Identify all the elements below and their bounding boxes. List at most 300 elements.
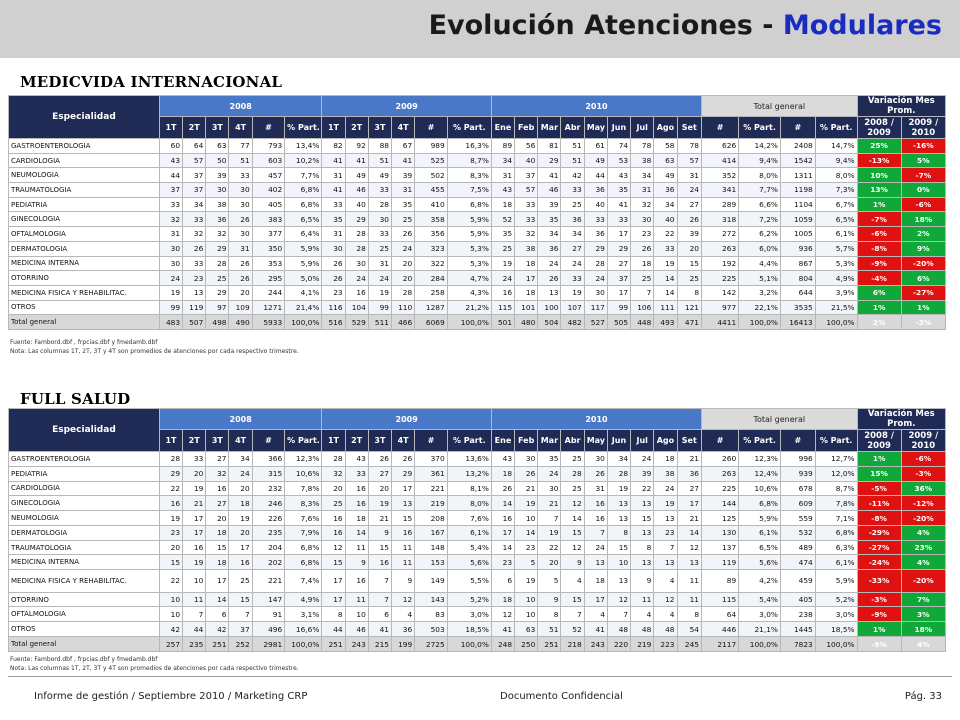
data-cell: 13,6% bbox=[447, 452, 491, 467]
specialty-name: PEDIATRIA bbox=[9, 466, 160, 481]
header-month: Mar bbox=[538, 117, 561, 139]
data-cell: 89 bbox=[491, 139, 514, 154]
table-fullsalud bbox=[8, 408, 946, 652]
data-cell: 19 bbox=[538, 525, 561, 540]
data-cell: 532 bbox=[780, 525, 815, 540]
header-year-2010: 2010 bbox=[491, 96, 701, 117]
specialty-name: TRAUMATOLOGIA bbox=[9, 540, 160, 555]
data-cell: 144 bbox=[702, 496, 739, 511]
data-cell: 17 bbox=[183, 525, 206, 540]
data-cell: 15 bbox=[229, 592, 252, 607]
data-cell: 48 bbox=[654, 622, 677, 637]
data-cell: 51 bbox=[561, 139, 584, 154]
data-cell: 7 bbox=[229, 607, 252, 622]
data-cell: 361 bbox=[415, 466, 447, 481]
data-cell: 34 bbox=[491, 153, 514, 168]
variation-negative-cell: -6% bbox=[901, 452, 945, 467]
data-cell: 142 bbox=[702, 285, 739, 300]
data-cell: 100,0% bbox=[447, 315, 491, 330]
specialty-name: CARDIOLOGIA bbox=[9, 481, 160, 496]
data-cell: 16 bbox=[491, 511, 514, 526]
data-cell: 88 bbox=[368, 139, 391, 154]
data-cell: 27 bbox=[206, 496, 229, 511]
data-cell: 33 bbox=[368, 183, 391, 198]
data-cell: 26 bbox=[183, 241, 206, 256]
variation-negative-cell: -27% bbox=[857, 540, 901, 555]
data-cell: 13 bbox=[538, 285, 561, 300]
data-cell: 12 bbox=[491, 607, 514, 622]
data-cell: 10 bbox=[515, 511, 538, 526]
data-cell: 4 bbox=[631, 607, 654, 622]
data-cell: 504 bbox=[538, 315, 561, 330]
data-cell: 3,0% bbox=[739, 607, 781, 622]
data-cell: 226 bbox=[252, 511, 284, 526]
data-cell: 49 bbox=[654, 168, 677, 183]
data-cell: 33 bbox=[183, 256, 206, 271]
data-cell: 17 bbox=[183, 511, 206, 526]
data-cell: 41 bbox=[322, 183, 345, 198]
data-cell: 74 bbox=[607, 139, 630, 154]
data-cell: 15 bbox=[631, 511, 654, 526]
data-cell: 219 bbox=[631, 637, 654, 652]
data-cell: 502 bbox=[415, 168, 447, 183]
data-cell: 12,3% bbox=[739, 452, 781, 467]
data-cell: 48 bbox=[607, 622, 630, 637]
variation-negative-cell: -20% bbox=[901, 256, 945, 271]
data-cell: 192 bbox=[702, 256, 739, 271]
data-cell: 130 bbox=[702, 525, 739, 540]
data-cell: 32 bbox=[206, 466, 229, 481]
data-cell: 26 bbox=[515, 466, 538, 481]
data-cell: 30 bbox=[159, 241, 182, 256]
data-cell: 6 bbox=[206, 607, 229, 622]
data-cell: 493 bbox=[654, 315, 677, 330]
data-cell: 10 bbox=[159, 592, 182, 607]
footer-divider bbox=[8, 676, 952, 677]
data-cell: 10,2% bbox=[285, 153, 322, 168]
data-cell: 4 bbox=[392, 607, 415, 622]
data-cell: 78 bbox=[631, 139, 654, 154]
data-cell: 27 bbox=[677, 481, 702, 496]
data-cell: 19 bbox=[183, 555, 206, 570]
data-cell: 405 bbox=[252, 197, 284, 212]
data-cell: 46 bbox=[345, 622, 368, 637]
variation-negative-cell: -12% bbox=[901, 496, 945, 511]
data-cell: 322 bbox=[415, 256, 447, 271]
data-cell: 10 bbox=[183, 570, 206, 592]
header-quarter: 3T bbox=[368, 117, 391, 139]
data-cell: 26 bbox=[677, 212, 702, 227]
data-cell: 42 bbox=[561, 168, 584, 183]
data-cell: 989 bbox=[415, 139, 447, 154]
data-cell: 39 bbox=[392, 168, 415, 183]
data-cell: 24 bbox=[538, 466, 561, 481]
data-cell: 16 bbox=[345, 481, 368, 496]
data-cell: 11 bbox=[345, 540, 368, 555]
header-pct-part: % Part. bbox=[739, 117, 781, 139]
header-pct-part: % Part. bbox=[739, 430, 781, 452]
data-cell: 34 bbox=[538, 227, 561, 242]
data-cell: 6,5% bbox=[815, 212, 857, 227]
header-month: Abr bbox=[561, 117, 584, 139]
data-cell: 678 bbox=[780, 481, 815, 496]
data-cell: 315 bbox=[252, 466, 284, 481]
data-cell: 37 bbox=[159, 183, 182, 198]
data-cell: 6,8% bbox=[285, 197, 322, 212]
data-cell: 37 bbox=[183, 168, 206, 183]
data-cell: 9 bbox=[392, 570, 415, 592]
table-row bbox=[9, 511, 946, 526]
data-cell: 6,8% bbox=[447, 197, 491, 212]
data-cell: 19 bbox=[561, 285, 584, 300]
data-cell: 53 bbox=[607, 153, 630, 168]
specialty-name: Total general bbox=[9, 637, 160, 652]
data-cell: 1059 bbox=[780, 212, 815, 227]
data-cell: 511 bbox=[368, 315, 391, 330]
data-cell: 10 bbox=[515, 607, 538, 622]
header-pct-part: % Part. bbox=[815, 430, 857, 452]
data-cell: 483 bbox=[159, 315, 182, 330]
data-cell: 13 bbox=[654, 555, 677, 570]
data-cell: 366 bbox=[252, 452, 284, 467]
data-cell: 115 bbox=[702, 592, 739, 607]
data-cell: 5,3% bbox=[447, 256, 491, 271]
data-cell: 63 bbox=[515, 622, 538, 637]
header-quarter: 4T bbox=[229, 117, 252, 139]
data-cell: 14 bbox=[491, 540, 514, 555]
data-cell: 35 bbox=[538, 452, 561, 467]
data-cell: 106 bbox=[631, 300, 654, 315]
data-cell: 6,0% bbox=[739, 241, 781, 256]
section-title-fullsalud: FULL SALUD bbox=[20, 390, 131, 408]
header-variacion: Variación Mes Prom. bbox=[857, 409, 945, 430]
data-cell: 26 bbox=[368, 452, 391, 467]
data-cell: 20 bbox=[159, 540, 182, 555]
data-cell: 20 bbox=[392, 271, 415, 286]
data-cell: 215 bbox=[368, 637, 391, 652]
data-cell: 17 bbox=[607, 285, 630, 300]
data-cell: 6,8% bbox=[285, 555, 322, 570]
header-count: # bbox=[415, 430, 447, 452]
data-cell: 17 bbox=[491, 525, 514, 540]
data-cell: 15 bbox=[607, 540, 630, 555]
data-cell: 33 bbox=[183, 212, 206, 227]
data-cell: 147 bbox=[252, 592, 284, 607]
data-cell: 9 bbox=[345, 555, 368, 570]
notes-medicvida bbox=[10, 338, 299, 356]
data-cell: 996 bbox=[780, 452, 815, 467]
data-cell: 25 bbox=[322, 496, 345, 511]
data-cell: 33 bbox=[159, 197, 182, 212]
data-cell: 16 bbox=[392, 525, 415, 540]
data-cell: 414 bbox=[702, 153, 739, 168]
header-pct-part: % Part. bbox=[447, 117, 491, 139]
data-cell: 26 bbox=[538, 271, 561, 286]
table-row bbox=[9, 452, 946, 467]
data-cell: 61 bbox=[584, 139, 607, 154]
specialty-name: OTROS bbox=[9, 300, 160, 315]
variation-negative-cell: -7% bbox=[901, 168, 945, 183]
data-cell: 21 bbox=[515, 481, 538, 496]
data-cell: 24 bbox=[392, 241, 415, 256]
data-cell: 41 bbox=[368, 622, 391, 637]
variation-positive-cell: 25% bbox=[857, 139, 901, 154]
specialty-name: CARDIOLOGIA bbox=[9, 153, 160, 168]
data-cell: 8,0% bbox=[447, 496, 491, 511]
variation-negative-cell: -13% bbox=[857, 153, 901, 168]
header-year-2009: 2009 bbox=[322, 409, 491, 430]
data-cell: 33 bbox=[322, 197, 345, 212]
data-cell: 7,4% bbox=[285, 570, 322, 592]
data-cell: 20 bbox=[368, 481, 391, 496]
data-cell: 5,1% bbox=[739, 271, 781, 286]
data-cell: 529 bbox=[345, 315, 368, 330]
data-cell: 11 bbox=[677, 592, 702, 607]
data-cell: 81 bbox=[538, 139, 561, 154]
data-cell: 20 bbox=[677, 241, 702, 256]
data-cell: 13 bbox=[631, 496, 654, 511]
data-cell: 250 bbox=[515, 637, 538, 652]
header-month: Mar bbox=[538, 430, 561, 452]
data-cell: 16,3% bbox=[447, 139, 491, 154]
data-cell: 19 bbox=[229, 511, 252, 526]
table-row bbox=[9, 570, 946, 592]
data-cell: 37 bbox=[515, 168, 538, 183]
data-cell: 455 bbox=[415, 183, 447, 198]
variation-negative-cell: -7% bbox=[857, 212, 901, 227]
variation-negative-cell: -9% bbox=[857, 637, 901, 652]
data-cell: 14 bbox=[515, 525, 538, 540]
header-year-2008: 2008 bbox=[159, 409, 322, 430]
table-row bbox=[9, 256, 946, 271]
header-month: Ene bbox=[491, 430, 514, 452]
data-cell: 97 bbox=[206, 300, 229, 315]
data-cell: 24 bbox=[491, 271, 514, 286]
data-cell: 25 bbox=[561, 481, 584, 496]
header-count: # bbox=[415, 117, 447, 139]
data-cell: 9,4% bbox=[739, 153, 781, 168]
specialty-name: Total general bbox=[9, 315, 160, 330]
data-cell: 57 bbox=[677, 153, 702, 168]
data-cell: 939 bbox=[780, 466, 815, 481]
variation-positive-cell: 0% bbox=[901, 183, 945, 198]
data-cell: 8 bbox=[677, 285, 702, 300]
data-cell: 5,2% bbox=[815, 592, 857, 607]
data-cell: 490 bbox=[229, 315, 252, 330]
data-cell: 4,2% bbox=[739, 570, 781, 592]
data-cell: 149 bbox=[415, 570, 447, 592]
header-month: Feb bbox=[515, 430, 538, 452]
data-cell: 10 bbox=[515, 592, 538, 607]
data-cell: 30 bbox=[515, 452, 538, 467]
variation-positive-cell: 2% bbox=[901, 227, 945, 242]
data-cell: 16 bbox=[345, 570, 368, 592]
data-cell: 1198 bbox=[780, 183, 815, 198]
data-cell: 36 bbox=[654, 183, 677, 198]
variation-positive-cell: 23% bbox=[901, 540, 945, 555]
header-month: Set bbox=[677, 430, 702, 452]
data-cell: 51 bbox=[538, 622, 561, 637]
data-cell: 12 bbox=[607, 592, 630, 607]
data-cell: 77 bbox=[229, 139, 252, 154]
header-quarter: 2T bbox=[183, 430, 206, 452]
data-cell: 28 bbox=[159, 452, 182, 467]
data-cell: 6,3% bbox=[815, 540, 857, 555]
data-cell: 115 bbox=[491, 300, 514, 315]
data-cell: 525 bbox=[415, 153, 447, 168]
data-cell: 19 bbox=[159, 511, 182, 526]
data-cell: 19 bbox=[159, 285, 182, 300]
data-cell: 26 bbox=[631, 241, 654, 256]
data-cell: 36 bbox=[206, 212, 229, 227]
header-month: Ago bbox=[654, 430, 677, 452]
data-cell: 100 bbox=[538, 300, 561, 315]
data-cell: 33 bbox=[368, 227, 391, 242]
data-cell: 5,9% bbox=[447, 227, 491, 242]
data-cell: 13 bbox=[631, 525, 654, 540]
data-cell: 383 bbox=[252, 212, 284, 227]
footer-page-number: Pág. 33 bbox=[904, 691, 942, 702]
data-cell: 356 bbox=[415, 227, 447, 242]
data-cell: 33 bbox=[654, 241, 677, 256]
data-cell: 2725 bbox=[415, 637, 447, 652]
data-cell: 24 bbox=[677, 183, 702, 198]
data-cell: 15 bbox=[322, 555, 345, 570]
data-cell: 21 bbox=[368, 511, 391, 526]
data-cell: 32 bbox=[631, 197, 654, 212]
data-cell: 100,0% bbox=[285, 315, 322, 330]
table-row bbox=[9, 212, 946, 227]
data-cell: 33 bbox=[229, 168, 252, 183]
header-quarter: 3T bbox=[368, 430, 391, 452]
data-cell: 7,3% bbox=[815, 183, 857, 198]
table-row bbox=[9, 592, 946, 607]
table-row bbox=[9, 555, 946, 570]
data-cell: 119 bbox=[183, 300, 206, 315]
data-cell: 17 bbox=[229, 540, 252, 555]
data-cell: 23 bbox=[322, 285, 345, 300]
data-cell: 28 bbox=[584, 256, 607, 271]
variation-negative-cell: -20% bbox=[901, 570, 945, 592]
data-cell: 8,0% bbox=[739, 168, 781, 183]
data-cell: 8,7% bbox=[447, 153, 491, 168]
data-cell: 111 bbox=[654, 300, 677, 315]
data-cell: 17 bbox=[206, 570, 229, 592]
data-cell: 31 bbox=[368, 256, 391, 271]
data-cell: 235 bbox=[183, 637, 206, 652]
data-cell: 457 bbox=[252, 168, 284, 183]
data-cell: 220 bbox=[607, 637, 630, 652]
data-cell: 5,6% bbox=[447, 555, 491, 570]
data-cell: 482 bbox=[561, 315, 584, 330]
header-month: Jul bbox=[631, 117, 654, 139]
data-cell: 24 bbox=[584, 271, 607, 286]
data-cell: 36 bbox=[677, 466, 702, 481]
data-cell: 43 bbox=[159, 153, 182, 168]
header-quarter: 2T bbox=[183, 117, 206, 139]
variation-negative-cell: -20% bbox=[901, 511, 945, 526]
data-cell: 32 bbox=[515, 227, 538, 242]
data-cell: 7,9% bbox=[285, 525, 322, 540]
data-cell: 218 bbox=[561, 637, 584, 652]
data-cell: 2117 bbox=[702, 637, 739, 652]
data-cell: 44 bbox=[159, 168, 182, 183]
data-cell: 24 bbox=[631, 452, 654, 467]
header-count: # bbox=[702, 117, 739, 139]
data-cell: 260 bbox=[702, 452, 739, 467]
data-cell: 25 bbox=[229, 570, 252, 592]
data-cell: 49 bbox=[368, 168, 391, 183]
header-year-2010: 2010 bbox=[491, 409, 701, 430]
specialty-name: NEUMOLOGIA bbox=[9, 168, 160, 183]
data-cell: 23 bbox=[515, 540, 538, 555]
data-cell: 5,9% bbox=[739, 511, 781, 526]
data-cell: 44 bbox=[322, 622, 345, 637]
data-cell: 10 bbox=[607, 555, 630, 570]
data-cell: 323 bbox=[415, 241, 447, 256]
data-cell: 14 bbox=[654, 271, 677, 286]
data-cell: 31 bbox=[322, 168, 345, 183]
data-cell: 7,6% bbox=[285, 511, 322, 526]
data-cell: 23 bbox=[159, 525, 182, 540]
data-cell: 24 bbox=[159, 271, 182, 286]
data-cell: 78 bbox=[677, 139, 702, 154]
data-cell: 25 bbox=[491, 241, 514, 256]
data-cell: 19 bbox=[368, 496, 391, 511]
data-cell: 38 bbox=[206, 197, 229, 212]
data-cell: 21 bbox=[183, 496, 206, 511]
data-cell: 12 bbox=[677, 540, 702, 555]
data-cell: 38 bbox=[515, 241, 538, 256]
data-cell: 40 bbox=[654, 212, 677, 227]
data-cell: 14 bbox=[345, 525, 368, 540]
data-cell: 5,7% bbox=[815, 241, 857, 256]
data-cell: 148 bbox=[415, 540, 447, 555]
data-cell: 13 bbox=[631, 555, 654, 570]
data-cell: 16 bbox=[322, 525, 345, 540]
data-cell: 5,0% bbox=[285, 271, 322, 286]
data-cell: 626 bbox=[702, 139, 739, 154]
specialty-name: MEDICINA FISICA Y REHABILITAC. bbox=[9, 570, 160, 592]
data-cell: 4,9% bbox=[815, 271, 857, 286]
header-especialidad: Especialidad bbox=[9, 409, 160, 452]
data-cell: 100,0% bbox=[447, 637, 491, 652]
data-cell: 26 bbox=[229, 212, 252, 227]
data-cell: 33 bbox=[515, 197, 538, 212]
data-cell: 4 bbox=[654, 570, 677, 592]
data-cell: 3,1% bbox=[285, 607, 322, 622]
data-cell: 353 bbox=[252, 256, 284, 271]
data-cell: 7,6% bbox=[447, 511, 491, 526]
data-cell: 13 bbox=[584, 555, 607, 570]
source-note: Fuente: Fambord.dbf , frpcias.dbf y fmedamb.dbf bbox=[10, 656, 158, 663]
data-cell: 289 bbox=[702, 197, 739, 212]
data-cell: 5,2% bbox=[447, 592, 491, 607]
data-cell: 41 bbox=[322, 153, 345, 168]
data-cell: 16 bbox=[229, 555, 252, 570]
header-month: Jun bbox=[607, 430, 630, 452]
data-cell: 4 bbox=[654, 607, 677, 622]
data-cell: 5,4% bbox=[739, 592, 781, 607]
table-row bbox=[9, 525, 946, 540]
data-cell: 109 bbox=[229, 300, 252, 315]
data-cell: 30 bbox=[159, 256, 182, 271]
header-quarter: 4T bbox=[392, 117, 415, 139]
data-cell: 14 bbox=[654, 285, 677, 300]
header-variation-period: 2008 / 2009 bbox=[857, 117, 901, 139]
total-row bbox=[9, 315, 946, 330]
data-cell: 40 bbox=[515, 153, 538, 168]
